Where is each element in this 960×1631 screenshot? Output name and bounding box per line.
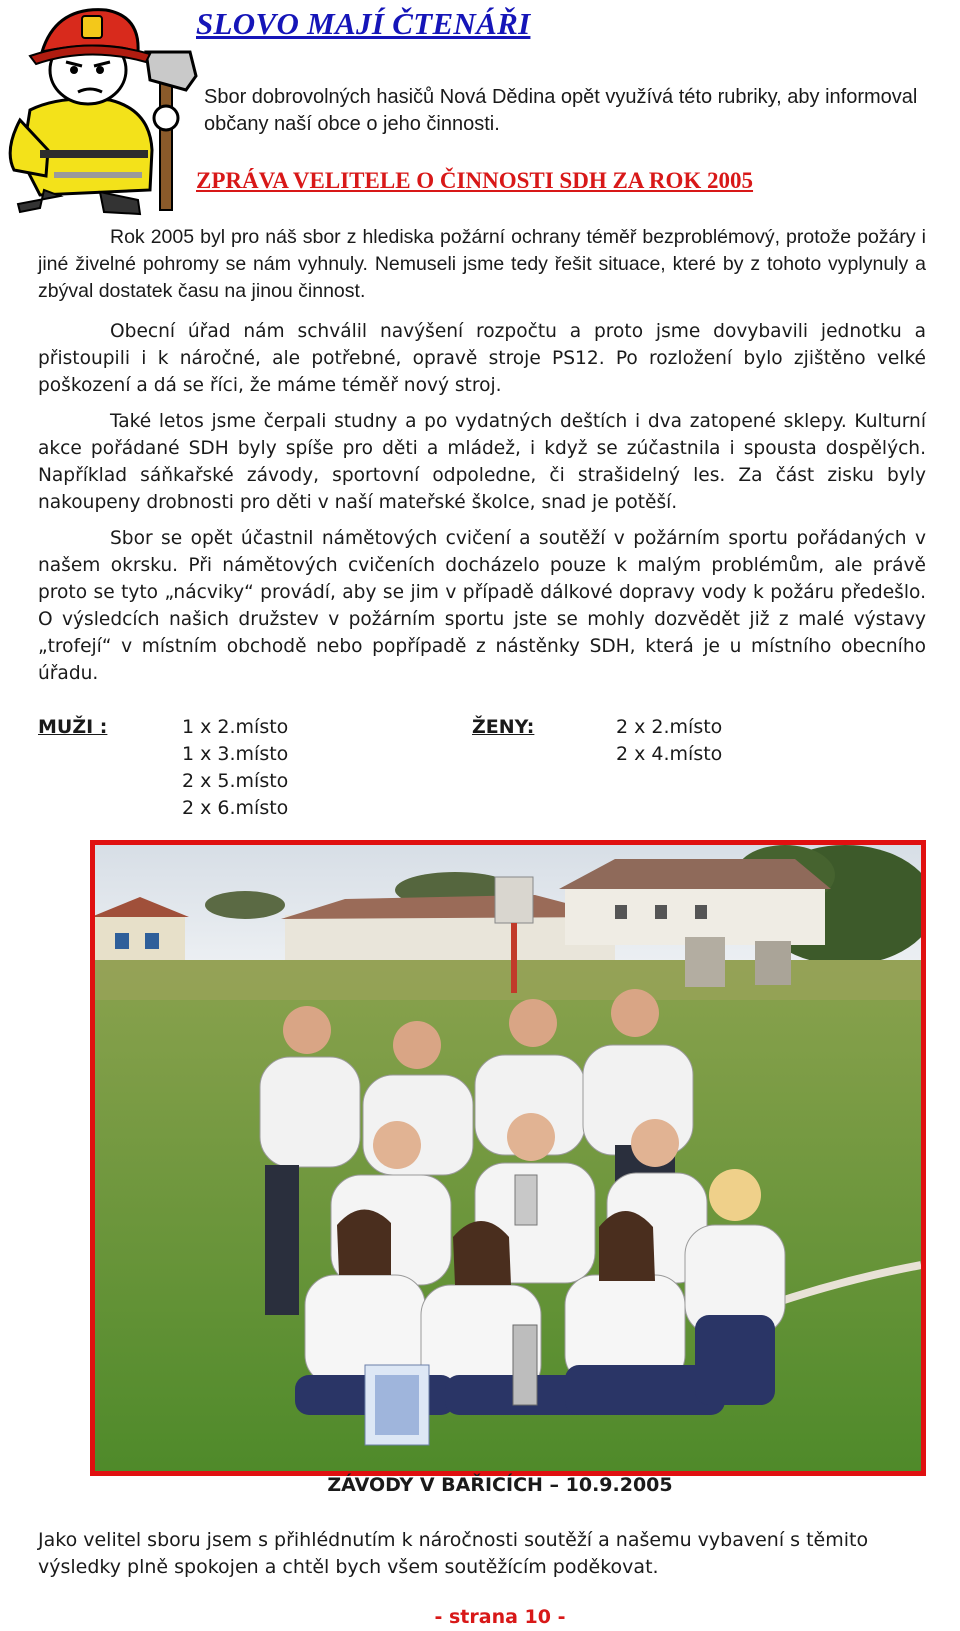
team-photo-illustration bbox=[95, 845, 921, 1471]
intro-text: Sbor dobrovolných hasičů Nová Dědina opět využívá této rubriky, aby informoval občany naší obce o jeho činnosti. bbox=[204, 86, 918, 135]
men-results-label: MUŽI : bbox=[38, 716, 108, 738]
report-paragraph: Obecní úřad nám schválil navýšení rozpočtu a proto jsme dovybavili jednotku a přistoupili i k náročné, ale potřebné, opravě stroje PS12. Po rozložení bylo zjištěno velké poškození a dá se říci, že máme téměř nový stroj. bbox=[38, 321, 926, 396]
report-heading: ZPRÁVA VELITELE O ČINNOSTI SDH ZA ROK 2005 bbox=[196, 168, 754, 193]
result-item: 1 x 2.místo bbox=[182, 716, 289, 738]
women-results-label: ŽENY: bbox=[472, 716, 535, 738]
report-paragraph: Také letos jsme čerpali studny a po vydatných deštích i dva zatopené sklepy. Kulturní akce pořádané SDH byly spíše pro děti a mládež, i když se zúčastnila i spousta dospělých. Například sáňkařské závody, sportovní odpoledne, či strašidelný les. Za část zisku byly nakoupeny drobnosti pro děti v naší mateřské školce, snad je potěší. bbox=[38, 411, 926, 513]
women-results-list bbox=[616, 714, 722, 768]
result-item: 2 x 6.místo bbox=[182, 797, 289, 819]
result-item: 1 x 3.místo bbox=[182, 743, 289, 765]
closing-paragraph: Jako velitel sboru jsem s přihlédnutím k náročnosti soutěží a našemu vybavení s těmito výsledky plně spokojen a chtěl bych všem soutěžícím poděkovat. bbox=[38, 1529, 869, 1578]
photo-caption: ZÁVODY V BAŘICÍCH – 10.9.2005 bbox=[327, 1474, 673, 1496]
men-results-list bbox=[182, 714, 288, 822]
team-photo bbox=[90, 840, 926, 1476]
result-item: 2 x 4.místo bbox=[616, 743, 723, 765]
report-paragraph: Rok 2005 byl pro náš sbor z hlediska požární ochrany téměř bezproblémový, protože požáry i jiné živelné pohromy se nám vyhnuly. Nemuseli jsme tedy řešit situace, které by z tohoto vyplynuly a zbýval dostatek času na jinou činnost. bbox=[38, 226, 926, 302]
page-number: - strana 10 - bbox=[434, 1606, 566, 1628]
result-item: 2 x 2.místo bbox=[616, 716, 723, 738]
page-title: SLOVO MAJÍ ČTENÁŘI bbox=[196, 6, 531, 41]
firefighter-cartoon-icon bbox=[0, 0, 200, 220]
report-paragraph: Sbor se opět účastnil námětových cvičení a soutěží v požárním sportu pořádaných v našem okrsku. Při námětových cvičeních docházelo pouze k malým problémům, ale právě proto se tyto „nácviky“ provádí, aby se jim v případě dálkové dopravy vody k požáru předešlo. O výsledcích našich družstev v požárním sportu jste se mohly dozvědět již z malé výstavy „trofejí“ v místním obchodě nebo popřípadě z nástěnky SDH, která je u místního obecního úřadu. bbox=[38, 528, 926, 684]
result-item: 2 x 5.místo bbox=[182, 770, 289, 792]
